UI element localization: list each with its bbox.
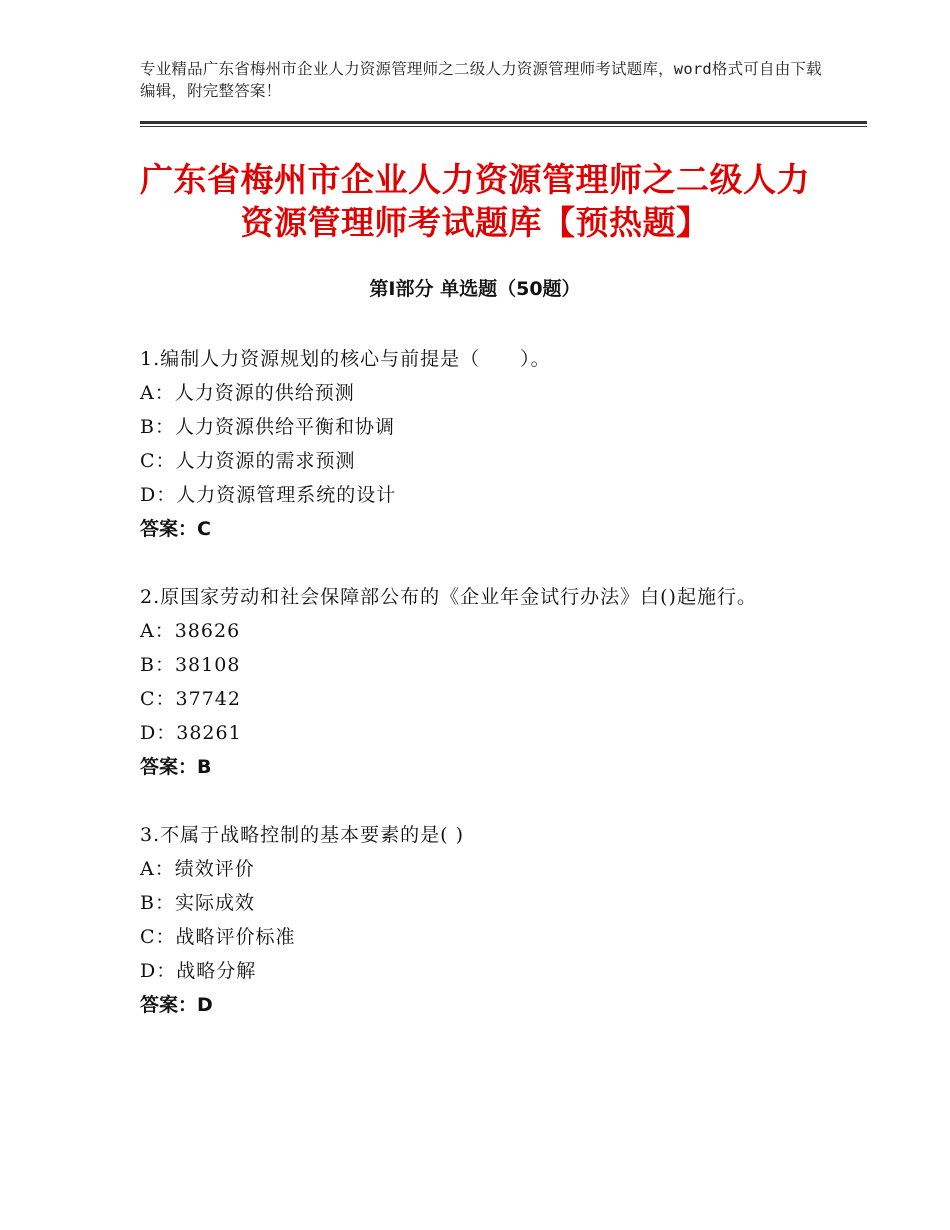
question-stem: 3.不属于战略控制的基本要素的是( ) bbox=[140, 824, 464, 846]
option-c: C：战略评价标准 bbox=[140, 926, 296, 948]
document-title: 广东省梅州市企业人力资源管理师之二级人力资源管理师考试题库【预热题】 bbox=[140, 160, 810, 242]
header-rule-thick bbox=[140, 121, 867, 124]
section-title: 第Ⅰ部分 单选题（50题） bbox=[369, 278, 581, 300]
option-c: C：37742 bbox=[140, 688, 241, 710]
option-b: B：实际成效 bbox=[140, 892, 255, 914]
question-spacer bbox=[140, 784, 780, 818]
answer: 答案：D bbox=[140, 994, 213, 1016]
header-note: 专业精品广东省梅州市企业人力资源管理师之二级人力资源管理师考试题库，word格式可自由下载编辑，附完整答案！ bbox=[140, 60, 822, 100]
question-3 bbox=[140, 818, 780, 1022]
answer: 答案：B bbox=[140, 756, 212, 778]
option-d: D：38261 bbox=[140, 722, 242, 744]
answer: 答案：C bbox=[140, 518, 211, 540]
option-c: C：人力资源的需求预测 bbox=[140, 450, 356, 472]
question-2 bbox=[140, 580, 780, 784]
option-a: A：人力资源的供给预测 bbox=[140, 382, 355, 404]
header-rule-thin bbox=[140, 126, 867, 127]
question-list bbox=[140, 342, 780, 1022]
option-b: B：人力资源供给平衡和协调 bbox=[140, 416, 395, 438]
question-spacer bbox=[140, 546, 780, 580]
option-a: A：38626 bbox=[140, 620, 241, 642]
option-b: B：38108 bbox=[140, 654, 241, 676]
question-stem: 1.编制人力资源规划的核心与前提是（ ）。 bbox=[140, 348, 551, 370]
option-d: D：人力资源管理系统的设计 bbox=[140, 484, 397, 506]
option-a: A：绩效评价 bbox=[140, 858, 255, 880]
question-stem: 2.原国家劳动和社会保障部公布的《企业年金试行办法》白()起施行。 bbox=[140, 586, 757, 608]
option-d: D：战略分解 bbox=[140, 960, 257, 982]
question-1 bbox=[140, 342, 780, 546]
